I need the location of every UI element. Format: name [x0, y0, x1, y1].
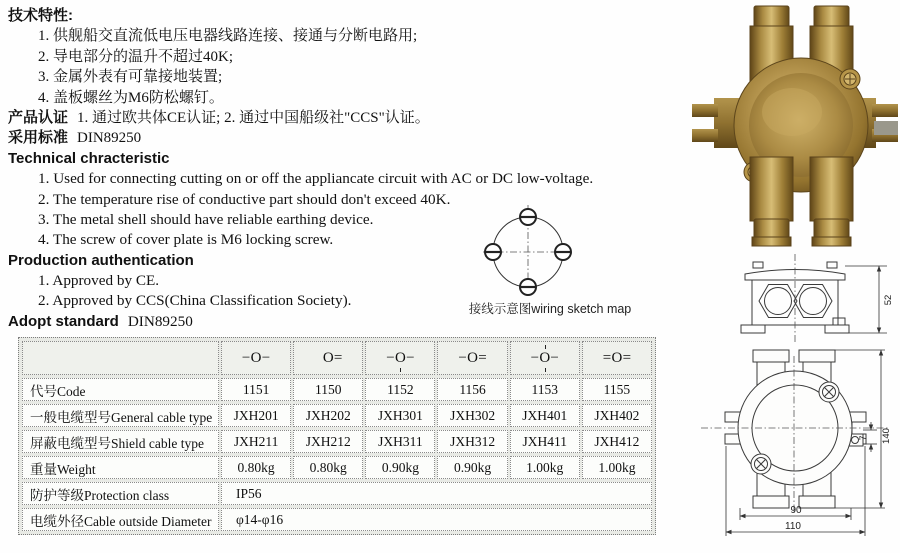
- weight-value: 0.90kg: [365, 456, 435, 479]
- wiring-sketch-drawing: [451, 196, 601, 300]
- dimension-label-52: 52: [883, 294, 894, 306]
- gland-bore-right: [800, 288, 827, 315]
- circuit-symbol: − O −: [386, 349, 415, 366]
- product-certification-line: [8, 108, 680, 128]
- code-value: 1152: [365, 378, 435, 401]
- production-auth-item-1: 1. Approved by CE.: [38, 272, 160, 290]
- weight-value: 0.90kg: [437, 456, 507, 479]
- row-label-shield-cable: 屏蔽电缆型号Shield cable type: [22, 430, 219, 453]
- circuit-symbol-col-6: [582, 341, 652, 375]
- wiring-sketch-figure: [451, 196, 601, 305]
- shield-cable-value: JXH412: [582, 430, 652, 453]
- code-value: 1155: [582, 378, 652, 401]
- shield-cable-value: JXH212: [293, 430, 363, 453]
- technical-characteristic-heading: Technical chracteristic: [8, 149, 170, 167]
- shield-cable-value: JXH312: [437, 430, 507, 453]
- bottom-gland-cap-right: [799, 496, 835, 508]
- production-auth-item-2: 2. Approved by CCS(China Classification Society).: [38, 292, 352, 310]
- top-gland-cap-right: [799, 350, 835, 362]
- table-corner-cell: [22, 341, 219, 375]
- circuit-symbol: − O −: [530, 349, 559, 366]
- circuit-symbol: O =: [322, 349, 343, 366]
- code-value: 1156: [437, 378, 507, 401]
- dimension-label-90: 90: [790, 505, 802, 516]
- circuit-symbol-col-5: [510, 341, 580, 375]
- product-certification-label: 产品认证: [8, 108, 69, 126]
- production-authentication-heading: Production authentication: [8, 251, 194, 269]
- circuit-symbol: = O =: [602, 349, 632, 366]
- tech-feature-cn-4: 4. 盖板螺丝为M6防松螺钉。: [38, 89, 224, 106]
- dimension-label-110: 110: [785, 521, 801, 532]
- circuit-symbol-col-1: [221, 341, 291, 375]
- side-view-drawing: [733, 250, 900, 353]
- tech-characteristic-en-3: 3. The metal shell should have reliable earthing device.: [38, 210, 374, 228]
- row-label-cable-diameter: 电缆外径Cable outside Diameter: [22, 508, 219, 531]
- circuit-symbol: − O −: [241, 349, 271, 366]
- foot-right: [825, 325, 849, 333]
- general-cable-value: JXH301: [365, 404, 435, 427]
- tech-feature-cn-1: 1. 供舰船交直流低电压电器线路连接、接通与分断电路用;: [38, 28, 418, 45]
- row-label-general-cable: 一般电缆型号General cable type: [22, 404, 219, 427]
- front-view-drawing: [693, 348, 900, 553]
- wiring-sketch-caption: 接线示意图wiring sketch map: [468, 302, 632, 316]
- adopt-standard-value-cn: DIN89250: [77, 130, 142, 147]
- gland-bore-left: [765, 288, 792, 315]
- junction-box-photo: [692, 2, 898, 248]
- general-cable-value: JXH401: [510, 404, 580, 427]
- dome-highlight: [762, 88, 822, 136]
- tech-characteristic-en-4: 4. The screw of cover plate is M6 locking screw.: [38, 231, 334, 249]
- bottom-gland-cap-left: [753, 496, 789, 508]
- lid-screw-tab: [753, 262, 763, 268]
- adopt-standard-value-en: DIN89250: [127, 312, 193, 330]
- row-label-code: 代号Code: [22, 378, 219, 401]
- spec-table: [18, 337, 656, 535]
- tech-features-heading-cn: 技术特性:: [8, 7, 73, 24]
- adopt-standard-label-cn: 采用标准: [8, 129, 69, 147]
- dimension-label-7: 7: [858, 435, 868, 441]
- circuit-symbol-col-4: [437, 341, 507, 375]
- row-label-weight: 重量Weight: [22, 456, 219, 479]
- tech-characteristic-en-1: 1. Used for connecting cutting on or off the appliancate circuit with AC or DC low-voltage.: [38, 170, 594, 188]
- terminal-block: [833, 318, 845, 325]
- circuit-symbol: − O =: [458, 349, 487, 366]
- shield-cable-value: JXH311: [365, 430, 435, 453]
- adopt-standard-line-cn: [8, 128, 680, 148]
- code-value: 1153: [510, 378, 580, 401]
- row-label-protection-class: 防护等级Protection class: [22, 482, 219, 505]
- general-cable-value: JXH302: [437, 404, 507, 427]
- code-value: 1150: [293, 378, 363, 401]
- protection-class-value: IP56: [221, 482, 652, 505]
- shield-cable-value: JXH411: [510, 430, 580, 453]
- tech-characteristic-en-2: 2. The temperature rise of conductive part should don't exceed 40K.: [38, 190, 451, 208]
- product-certification-text: 1. 通过欧共体CE认证; 2. 通过中国船级社"CCS"认证。: [77, 109, 430, 126]
- top-gland-cap-left: [753, 350, 789, 362]
- shield-cable-value: JXH211: [221, 430, 291, 453]
- weight-value: 0.80kg: [293, 456, 363, 479]
- general-cable-value: JXH201: [221, 404, 291, 427]
- product-photo: [692, 2, 898, 253]
- dimension-label-140: 140: [881, 428, 892, 444]
- general-cable-value: JXH202: [293, 404, 363, 427]
- adopt-standard-label-en: Adopt standard: [8, 312, 119, 330]
- weight-value: 1.00kg: [582, 456, 652, 479]
- circuit-symbol-col-3: [365, 341, 435, 375]
- lid-screw-tab: [827, 262, 837, 268]
- tech-feature-cn-2: 2. 导电部分的温升不超过40K;: [38, 48, 234, 65]
- cable-diameter-value: φ14-φ16: [221, 508, 652, 531]
- circuit-symbol-col-2: [293, 341, 363, 375]
- weight-value: 1.00kg: [510, 456, 580, 479]
- code-value: 1151: [221, 378, 291, 401]
- general-cable-value: JXH402: [582, 404, 652, 427]
- tech-feature-cn-3: 3. 金属外表有可靠接地装置;: [38, 69, 223, 86]
- foot-left: [741, 325, 765, 333]
- weight-value: 0.80kg: [221, 456, 291, 479]
